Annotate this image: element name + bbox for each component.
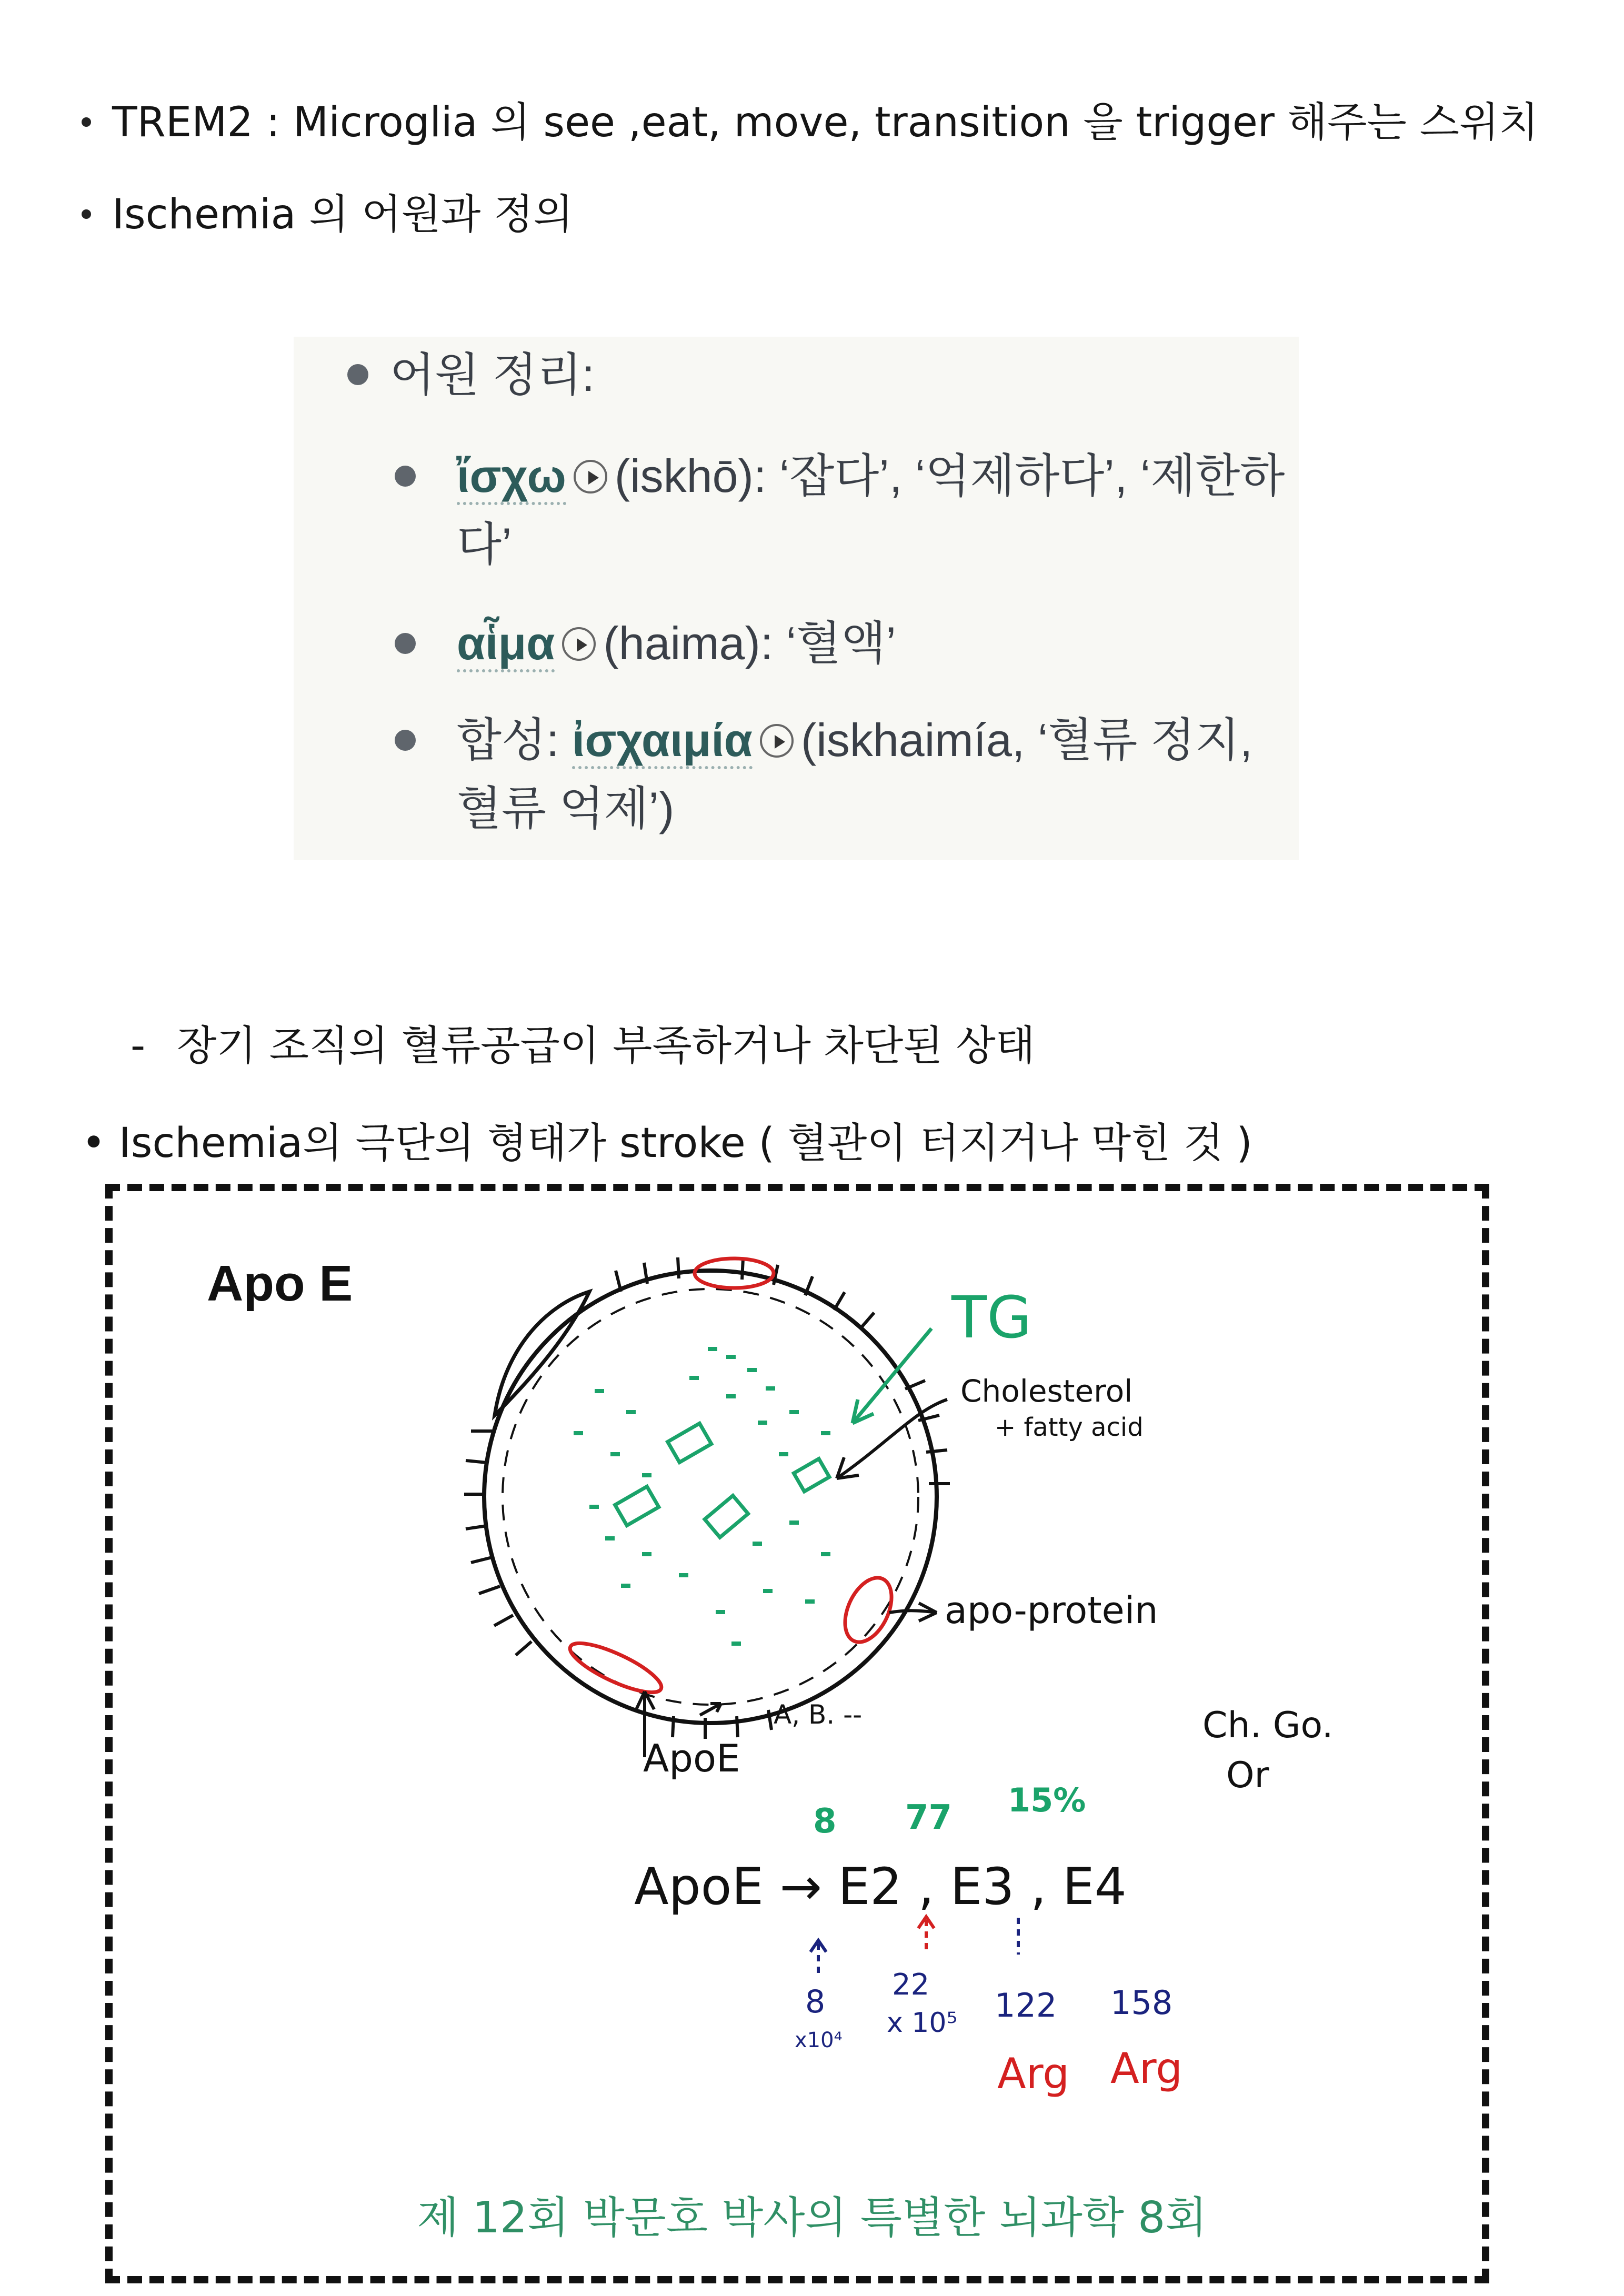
figure-caption: 제 12회 박문호 박사의 특별한 뇌과학 8회 bbox=[417, 2193, 1207, 2243]
label-num-122: 122 bbox=[995, 1986, 1057, 2025]
figure-title: Apo E bbox=[207, 1255, 353, 1312]
etymology-gloss-cont: 혈류 억제’) bbox=[457, 782, 675, 834]
bullet-text: TREM2 : Microglia 의 see ,eat, move, transition 을 trigger 해주는 스위치 bbox=[112, 99, 1539, 146]
dash-marker: - bbox=[131, 1022, 146, 1070]
label-tg: TG bbox=[951, 1284, 1032, 1351]
phospholipid-tails bbox=[464, 1257, 950, 1739]
etymology-gloss: (iskhō): ‘잡다’, ‘억제하다’, ‘제한하 bbox=[614, 450, 1285, 502]
etymology-gloss: (haima): ‘혈액’ bbox=[603, 617, 896, 669]
etymology-gloss: (iskhaimía, ‘혈류 정지, bbox=[800, 714, 1253, 766]
label-apoe: ApoE bbox=[643, 1736, 740, 1780]
label-ab: A, B. -- bbox=[774, 1699, 863, 1730]
label-formula: ApoE → E2 , E3 , E4 bbox=[634, 1857, 1127, 1916]
apo-protein-red bbox=[565, 1258, 901, 1701]
greek-word[interactable]: ἴσχω bbox=[457, 450, 566, 505]
label-apo-protein: apo-protein bbox=[945, 1589, 1158, 1632]
etymology-gloss-cont: 다’ bbox=[457, 518, 512, 570]
label-fatty-acid: + fatty acid bbox=[995, 1413, 1144, 1442]
cholesterol-blocks bbox=[615, 1423, 829, 1537]
label-chgo: Ch. Go. bbox=[1202, 1705, 1334, 1746]
etymology-heading: 어원 정리: bbox=[390, 349, 595, 401]
label-num-8: 8 bbox=[805, 1983, 826, 2020]
label-arg-2: Arg bbox=[1110, 2044, 1182, 2093]
lipoprotein-membrane bbox=[484, 1271, 937, 1723]
greek-word[interactable]: αἷμα bbox=[457, 617, 555, 672]
label-num-x105: x 10⁵ bbox=[887, 2007, 958, 2039]
bullet-text: Ischemia 의 어원과 정의 bbox=[112, 191, 573, 238]
label-or: Or bbox=[1226, 1755, 1269, 1796]
label-pct-e2: 8 bbox=[813, 1802, 837, 1841]
label-num-158: 158 bbox=[1110, 1983, 1173, 2022]
definition-text: 장기 조직의 혈류공급이 부족하거나 차단된 상태 bbox=[177, 1022, 1036, 1070]
label-pct-e3: 77 bbox=[905, 1798, 953, 1837]
label-pct-e4: 15% bbox=[1008, 1781, 1086, 1819]
label-cholesterol: Cholesterol bbox=[960, 1373, 1133, 1409]
etymology-prefix: 합성: bbox=[457, 714, 572, 766]
stroke-line: • Ischemia의 극단의 형태가 stroke ( 혈관이 터지거나 막힌 것 ) bbox=[82, 1120, 1252, 1167]
label-num-x104: x10⁴ bbox=[795, 2028, 843, 2052]
greek-word[interactable]: ἰσχαιμία bbox=[572, 714, 753, 769]
label-num-22: 22 bbox=[892, 1968, 930, 2002]
triglyceride-dots bbox=[574, 1347, 830, 1646]
allele-arrows bbox=[810, 1917, 1018, 1973]
label-arg-1: Arg bbox=[997, 2049, 1069, 2098]
